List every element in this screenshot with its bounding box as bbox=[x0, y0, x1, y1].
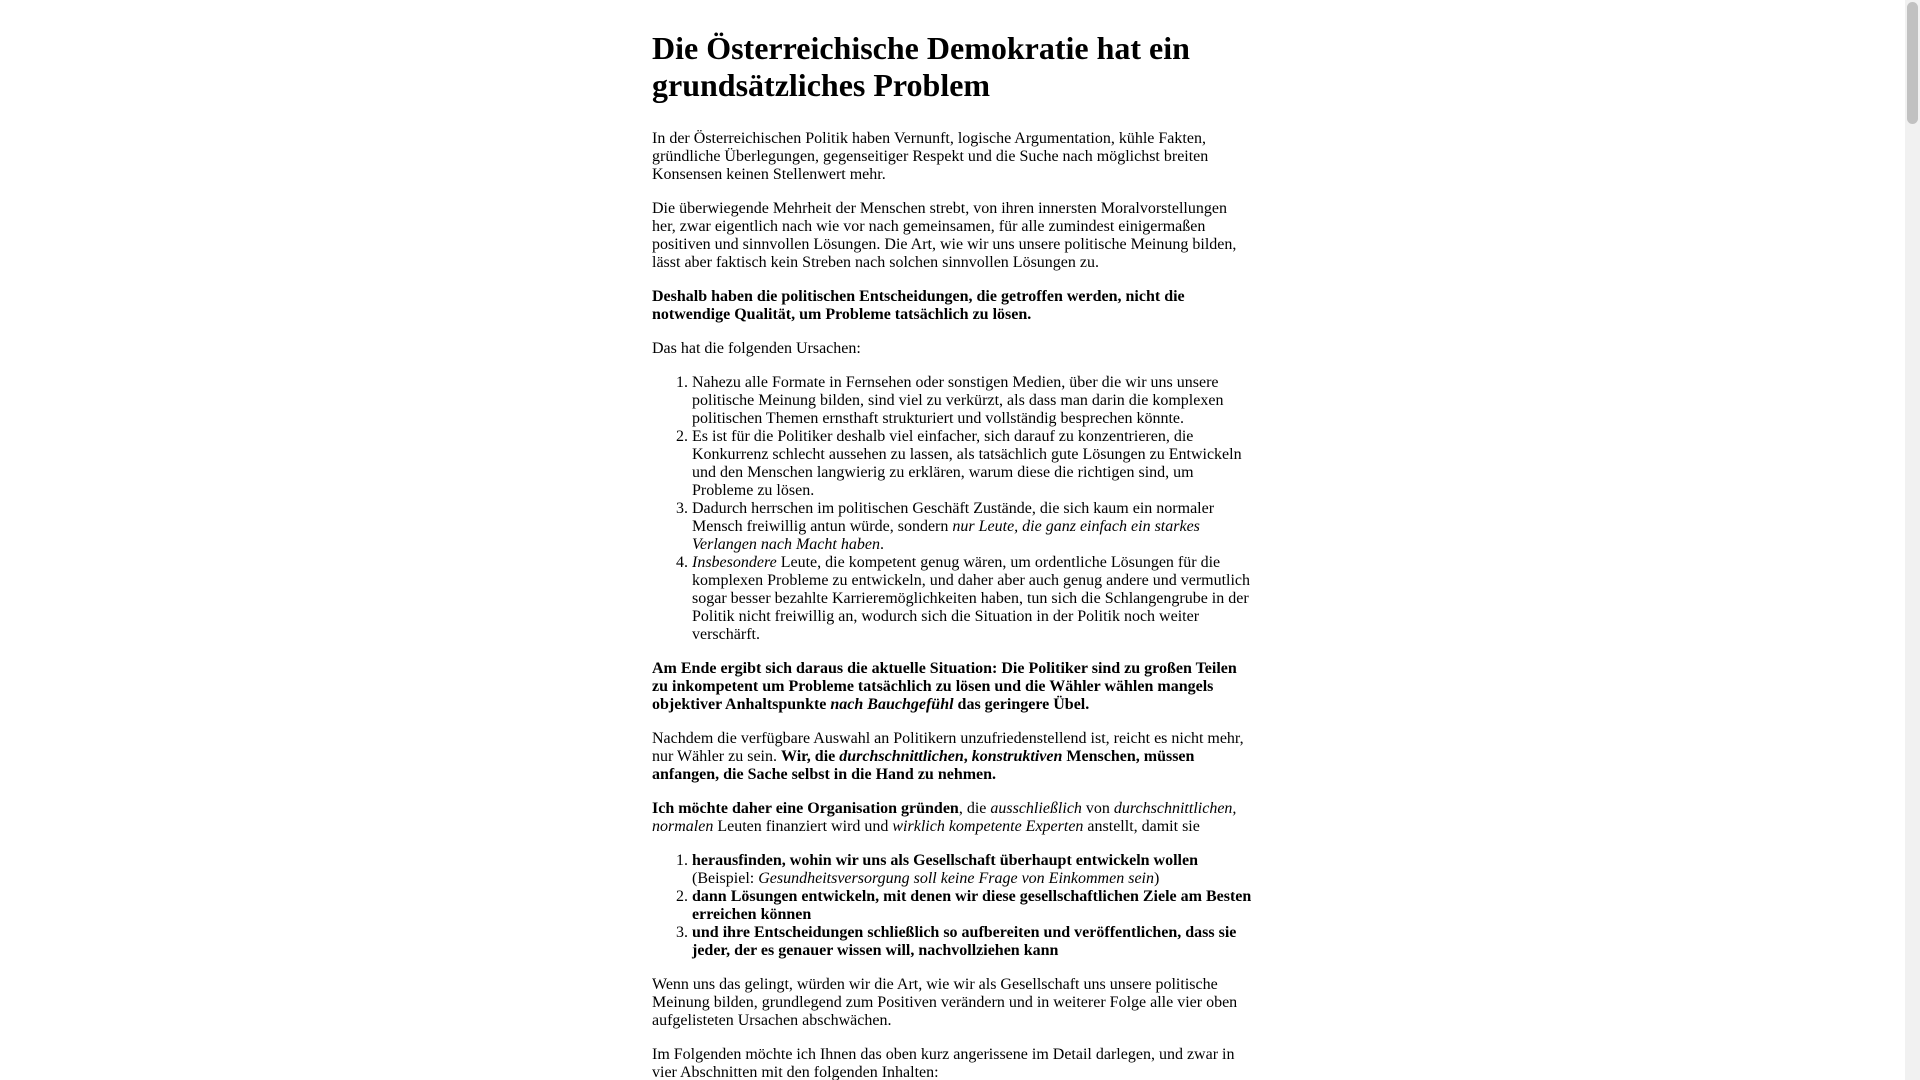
org-text-1: , die bbox=[958, 800, 991, 817]
article bbox=[652, 0, 1253, 1080]
org-text-3: Leuten finanziert wird und bbox=[713, 818, 893, 835]
organization-strong: Ich möchte daher eine Organisation gründen bbox=[652, 800, 959, 817]
situation-end: das geringere Übel. bbox=[953, 696, 1090, 713]
org-text-4: anstellt, damit sie bbox=[1083, 818, 1200, 835]
conclusion-paragraph bbox=[652, 288, 1253, 324]
goal-item-2 bbox=[692, 888, 1253, 924]
goal-2-strong: dann Lösungen entwickeln, mit denen wir diese gesellschaftlichen Ziele am Besten erreichen können bbox=[692, 888, 1252, 923]
situation-emphasis: nach Bauchgefühl bbox=[830, 696, 954, 713]
causes-list bbox=[652, 374, 1253, 644]
goal-1-example: Gesundheitsversorgung soll keine Frage von Einkommen sein bbox=[758, 870, 1154, 887]
title-line-1: Die Österreichische Demokratie hat ein bbox=[652, 30, 1190, 66]
goal-1-example-close: ) bbox=[1153, 870, 1160, 887]
cause-item-1: 1. Nahezu alle Formate in Fernsehen oder sonstigen Medien, über die wir uns unsere politische Meinung bilden, sind viel zu verkürzt, als dass man darin die komplexen politischen Themen ernsthaft strukturiert und vollständig besprechen könnte. bbox=[692, 374, 1253, 428]
goal-1-example-open: (Beispiel: bbox=[692, 870, 759, 887]
call-to-action-paragraph bbox=[652, 730, 1253, 784]
org-text-2: von bbox=[1081, 800, 1114, 817]
situation-paragraph bbox=[652, 660, 1253, 714]
causes-intro: Das hat die folgenden Ursachen: bbox=[652, 340, 861, 357]
cause-3-end: . bbox=[879, 536, 884, 553]
org-emphasis-3: wirklich kompetente Experten bbox=[892, 818, 1084, 835]
cta-emphasis-1: durchschnittlichen bbox=[839, 748, 964, 765]
conclusion-strong: Deshalb haben die politischen Entscheidungen, die getroffen werden, nicht die notwendige Qualität, um Probleme tatsächlich zu lösen. bbox=[652, 288, 1185, 323]
cause-item-3 bbox=[692, 500, 1253, 554]
cause-4-text: Leute, die kompetent genug wären, um ordentliche Lösungen für die komplexen Probleme zu entwickeln, und daher aber auch genug andere und vermutlich sogar besser bezahlte Karrieremöglichkeiten haben, tun sich die Schlangengrube in der Politik nicht freiwillig an, wodurch sich die Situation in der Politik noch weiter verschärft. bbox=[692, 554, 1251, 643]
scrollbar-thumb[interactable] bbox=[1907, 2, 1918, 124]
cta-part-2: , bbox=[963, 748, 972, 765]
cta-part-3: Menschen, müssen anfangen, die Sache selbst in die Hand zu nehmen. bbox=[652, 748, 1195, 783]
cause-3-text: Dadurch herrschen im politischen Geschäft Zustände, die sich kaum ein normaler Mensch freiwillig antun würde, sondern bbox=[692, 500, 1215, 535]
goals-list bbox=[652, 852, 1253, 960]
intro-paragraph: In der Österreichischen Politik haben Vernunft, logische Argumentation, kühle Fakten, gründliche Überlegungen, gegenseitiger Respekt und die Suche nach möglichst breiten Konsensen keinen Stellenwert mehr. bbox=[652, 130, 1209, 183]
goal-item-1 bbox=[692, 852, 1253, 888]
organization-paragraph bbox=[652, 800, 1253, 836]
org-emphasis-1: ausschließlich bbox=[990, 800, 1082, 817]
outcome-paragraph: Wenn uns das gelingt, würden wir die Art, wie wir als Gesellschaft uns unsere politische Meinung bilden, grundlegend zum Positiven verändern und in weiterer Folge alle vier oben aufgelisteten Ursachen abschwächen. bbox=[652, 976, 1238, 1029]
cta-emphasis-2: konstruktiven bbox=[971, 748, 1063, 765]
goal-item-3 bbox=[692, 924, 1253, 960]
situation-strong bbox=[652, 660, 1237, 713]
title-line-2: grundsätzliches Problem bbox=[652, 67, 991, 103]
majority-paragraph: Die überwiegende Mehrheit der Menschen strebt, von ihren innersten Moralvorstellungen her, zwar eigentlich nach wie vor nach gemeinsamen, für alle zumindest einigermaßen positiven und sinnvollen Lösungen. Die Art, wie wir uns unsere politische Meinung bilden, lässt aber faktisch kein Streben nach solchen sinnvollen Lösungen zu. bbox=[652, 200, 1237, 271]
goal-3-strong: und ihre Entscheidungen schließlich so aufbereiten und veröffentlichen, dass sie jeder, der es genauer wissen will, nachvollziehen kann bbox=[692, 924, 1237, 959]
org-emphasis-2: durchschnittlichen, normalen bbox=[652, 800, 1237, 835]
cause-item-2: 2. Es ist für die Politiker deshalb viel einfacher, sich darauf zu konzentrieren, die Konkurrenz schlecht aussehen zu lassen, als tatsächlich gute Lösungen zu Entwickeln und den Menschen langwierig zu erklären, warum diese die richtigen sind, um Probleme zu lösen. bbox=[692, 428, 1253, 500]
cause-3-emphasis: nur Leute, die ganz einfach ein starkes Verlangen nach Macht haben bbox=[692, 518, 1200, 553]
outline-intro-paragraph: Im Folgenden möchte ich Ihnen das oben kurz angerissene im Detail darlegen, und zwar in vier Abschnitten mit den folgenden Inhalten: bbox=[652, 1046, 1235, 1080]
cta-text: Nachdem die verfügbare Auswahl an Politikern unzufriedenstellend ist, reicht es nicht mehr, nur Wähler zu sein. bbox=[652, 730, 1244, 765]
vertical-scrollbar[interactable] bbox=[1905, 0, 1920, 1080]
cta-part-1: Wir, die bbox=[781, 748, 840, 765]
situation-text: Am Ende ergibt sich daraus die aktuelle Situation: Die Politiker sind zu großen Teilen zu inkompetent um Probleme tatsächlich zu lösen und die Wähler wählen mangels objektiver Anhaltspunkte bbox=[652, 660, 1237, 713]
cause-4-emphasis: Insbesondere bbox=[692, 554, 777, 571]
cause-item-4 bbox=[692, 554, 1253, 644]
goal-1-strong: herausfinden, wohin wir uns als Gesellschaft überhaupt entwickeln wollen bbox=[692, 852, 1198, 869]
page-title bbox=[652, 30, 1253, 104]
